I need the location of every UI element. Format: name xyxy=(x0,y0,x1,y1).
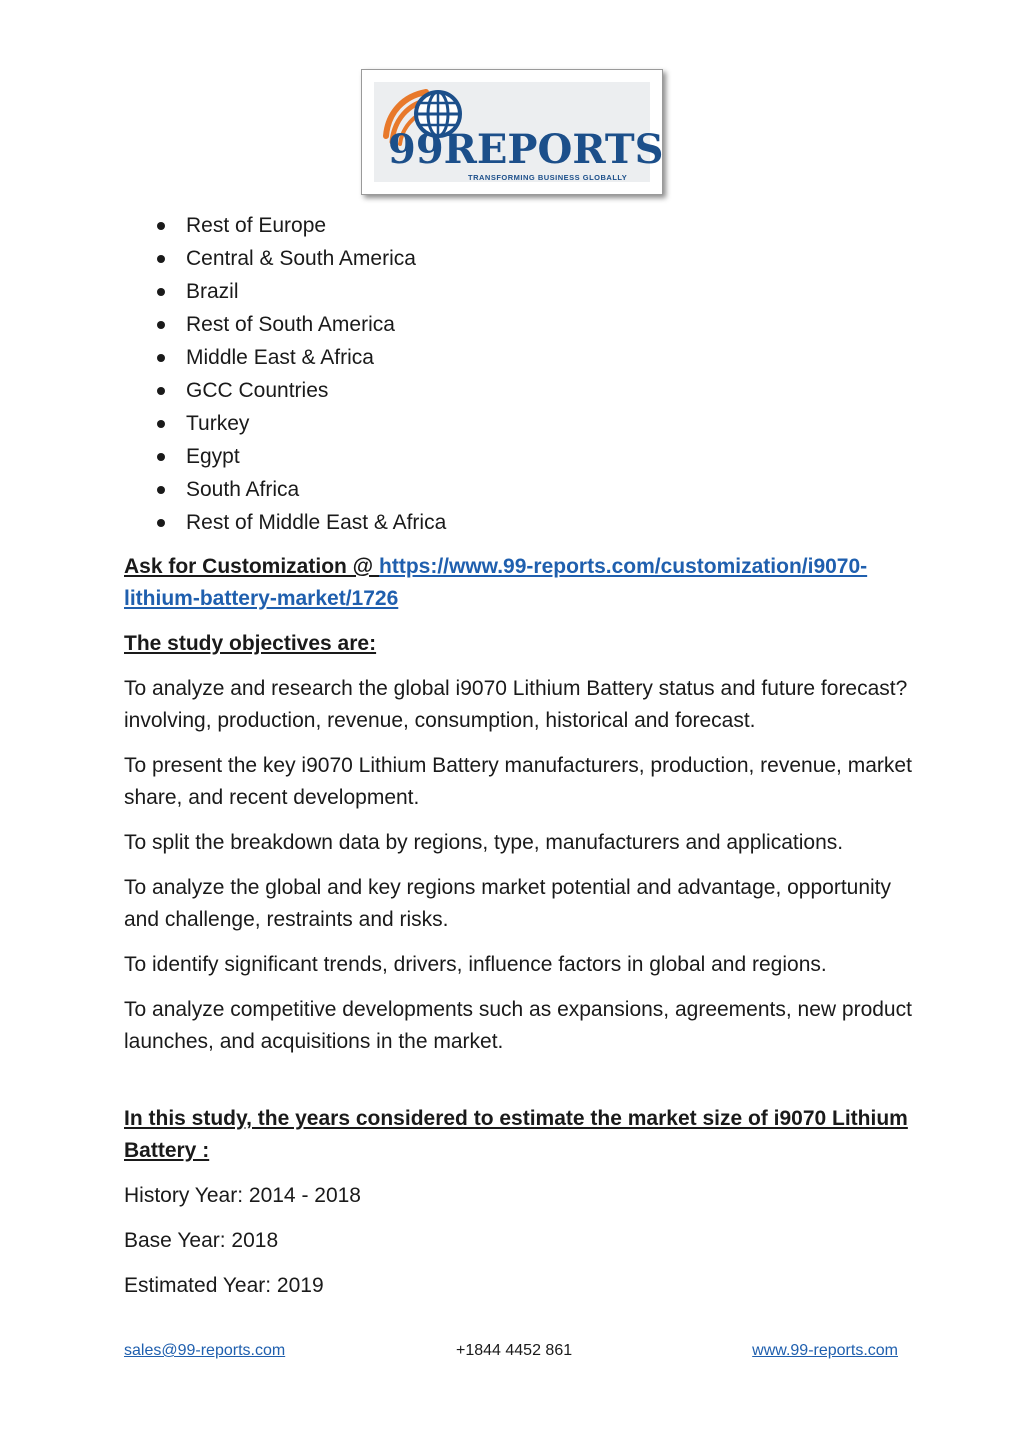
list-item-label: Central & South America xyxy=(186,247,416,270)
company-logo xyxy=(361,69,663,195)
list-item xyxy=(124,506,914,539)
objective-paragraph: To analyze the global and key regions market potential and advantage, opportunity and challenge, restraints and risks. xyxy=(124,876,892,931)
list-item xyxy=(124,308,914,341)
estimated-year: Estimated Year: 2019 xyxy=(124,1274,324,1297)
customization-line xyxy=(124,551,914,615)
objective-paragraph: To analyze competitive developments such as expansions, agreements, new product launches, and acquisitions in the market. xyxy=(124,998,912,1053)
region-list xyxy=(124,209,914,539)
list-item xyxy=(124,242,914,275)
bullet-icon xyxy=(157,222,165,230)
list-item xyxy=(124,407,914,440)
list-item-label: Egypt xyxy=(186,445,240,468)
bullet-icon xyxy=(157,321,165,329)
bullet-icon xyxy=(157,420,165,428)
history-year: History Year: 2014 - 2018 xyxy=(124,1184,361,1207)
bullet-icon xyxy=(157,288,165,296)
bullet-icon xyxy=(157,387,165,395)
bullet-icon xyxy=(157,354,165,362)
objective-paragraph: To split the breakdown data by regions, type, manufacturers and applications. xyxy=(124,831,844,854)
logo-tagline: TRANSFORMING BUSINESS GLOBALLY xyxy=(468,173,628,182)
bullet-icon xyxy=(157,255,165,263)
list-item xyxy=(124,209,914,242)
page-footer xyxy=(124,1340,898,1362)
study-years-heading: In this study, the years considered to estimate the market size of i9070 Lithium Battery : xyxy=(124,1107,908,1162)
list-item-label: Rest of Europe xyxy=(186,214,327,237)
list-item xyxy=(124,374,914,407)
bullet-icon xyxy=(157,486,165,494)
list-item-label: Turkey xyxy=(186,412,250,435)
logo-wordmark: 99REPORTS xyxy=(388,126,664,173)
bullet-icon xyxy=(157,453,165,461)
list-item xyxy=(124,275,914,308)
customization-link[interactable]: https://www.99-reports.com/customization/i9070-lithium-battery-market/1726 xyxy=(124,555,868,610)
objective-paragraph: To identify significant trends, drivers, influence factors in global and regions. xyxy=(124,953,827,976)
list-item-label: Rest of Middle East & Africa xyxy=(186,511,447,534)
objectives-heading: The study objectives are: xyxy=(124,632,377,655)
list-item-label: GCC Countries xyxy=(186,379,329,402)
list-item xyxy=(124,341,914,374)
logo-panel xyxy=(374,82,664,182)
footer-phone: +1844 4452 861 xyxy=(456,1342,573,1359)
bullet-icon xyxy=(157,519,165,527)
list-item xyxy=(124,473,914,506)
objective-paragraph: To analyze and research the global i9070 Lithium Battery status and future forecast?involving, production, revenue, consumption, historical and forecast. xyxy=(124,677,908,732)
list-item-label: South Africa xyxy=(186,478,300,501)
customization-label: Ask for Customization @ xyxy=(124,555,379,578)
list-item-label: Brazil xyxy=(186,280,239,303)
base-year: Base Year: 2018 xyxy=(124,1229,279,1252)
objective-paragraph: To present the key i9070 Lithium Battery manufacturers, production, revenue, market share, and recent development. xyxy=(124,754,912,809)
document-body xyxy=(124,209,914,1302)
list-item-label: Rest of South America xyxy=(186,313,395,336)
footer-website-link[interactable]: www.99-reports.com xyxy=(752,1342,898,1359)
list-item-label: Middle East & Africa xyxy=(186,346,374,369)
list-item xyxy=(124,440,914,473)
footer-email-link[interactable]: sales@99-reports.com xyxy=(124,1342,286,1359)
